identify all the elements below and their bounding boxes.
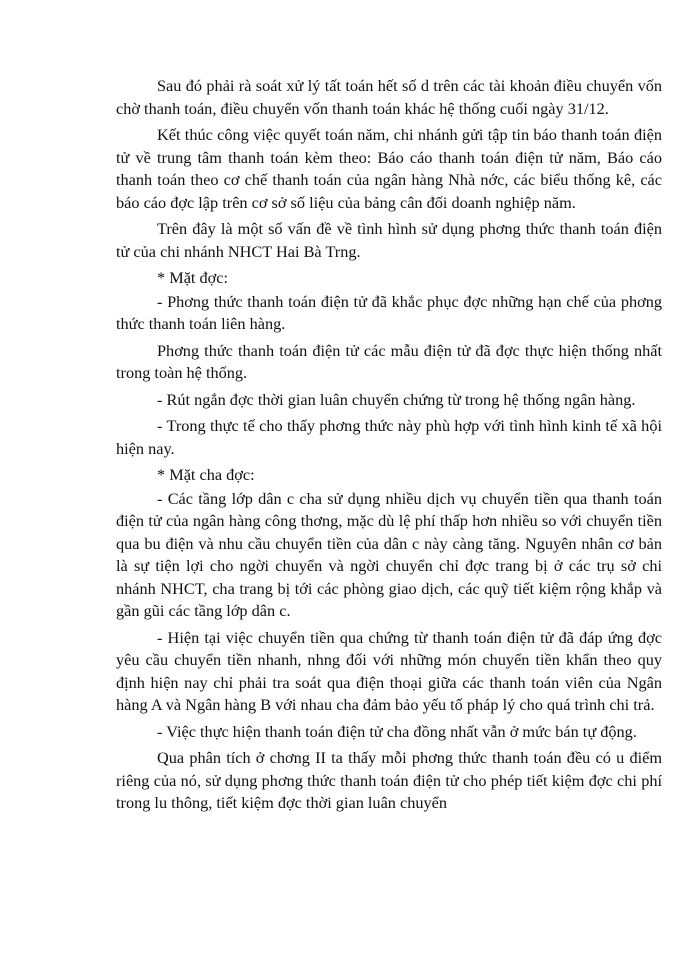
- paragraph-11: - Hiện tại việc chuyển tiền qua chứng từ thanh toán điện tử đã đáp ứng đợc yêu cầu chuyển tiền nhanh, nhng đối với những món chuyển tiền khẩn theo quy định hiện nay chỉ phải tra soát qua điện thoại giữa các thanh toán viên của Ngân hàng A và Ngân hàng B với nhau cha đảm bảo yếu tố pháp lý cho quá trình chi trả.: [116, 627, 662, 714]
- document-body: [116, 75, 662, 819]
- paragraph-12: - Việc thực hiện thanh toán điện tử cha đồng nhất vẫn ở mức bán tự động.: [157, 721, 637, 741]
- paragraph-10: - Các tầng lớp dân c cha sử dụng nhiều dịch vụ chuyển tiền qua thanh toán điện tử của ngân hàng công thơng, mặc dù lệ phí thấp hơn nhiều so với chuyển tiền qua bu điện và nhu cầu chuyển tiền của dân c này càng tăng. Nguyên nhân cơ bản là sự tiện lợi cho ngời chuyển và ngời chuyển chỉ đợc trang bị ở các trụ sở chi nhánh NHCT, cha trang bị tới các phòng giao dịch, các quỹ tiết kiệm rộng khắp và gần gũi các tầng lớp dân c.: [116, 488, 662, 620]
- section-heading-limitations: * Mặt cha đợc:: [157, 465, 255, 484]
- paragraph-6: Phơng thức thanh toán điện tử các mẫu điện tử đã đợc thực hiện thống nhất trong toàn hệ thống.: [116, 340, 662, 382]
- section-heading-advantages: * Mặt đợc:: [157, 268, 229, 287]
- paragraph-1: Sau đó phải rà soát xử lý tất toán hết số d trên các tài khoản điều chuyển vốn chờ thanh toán, điều chuyển vốn thanh toán khác hệ thống cuối ngày 31/12.: [116, 76, 662, 118]
- paragraph-7: - Rút ngắn đợc thời gian luân chuyển chứng từ trong hệ thống ngân hàng.: [157, 389, 636, 409]
- paragraph-13: Qua phân tích ở chơng II ta thấy mỗi phơng thức thanh toán đều có u điểm riêng của nó, sử dụng phơng thức thanh toán điện tử cho phép tiết kiệm đợc chi phí trong lu thông, tiết kiệm đợc thời gian luân chuyển: [116, 748, 662, 812]
- paragraph-2: Kết thúc công việc quyết toán năm, chi nhánh gửi tập tin báo thanh toán điện tử về trung tâm thanh toán kèm theo: Báo cáo thanh toán điện tử năm, Báo cáo thanh toán theo cơ chế thanh toán của ngân hàng Nhà nớc, các biểu thống kê, các báo cáo đợc lập trên cơ sở số liệu của bảng cân đối doanh nghiệp năm.: [116, 125, 662, 212]
- paragraph-8: - Trong thực tế cho thấy phơng thức này phù hợp với tình hình kinh tế xã hội hiện nay.: [116, 416, 662, 458]
- paragraph-5: - Phơng thức thanh toán điện tử đã khắc phục đợc những hạn chế của phơng thức thanh toán liên hàng.: [116, 291, 662, 333]
- paragraph-3: Trên đây là một số vấn đề về tình hình sử dụng phơng thức thanh toán điện tử của chi nhánh NHCT Hai Bà Trng.: [116, 219, 662, 261]
